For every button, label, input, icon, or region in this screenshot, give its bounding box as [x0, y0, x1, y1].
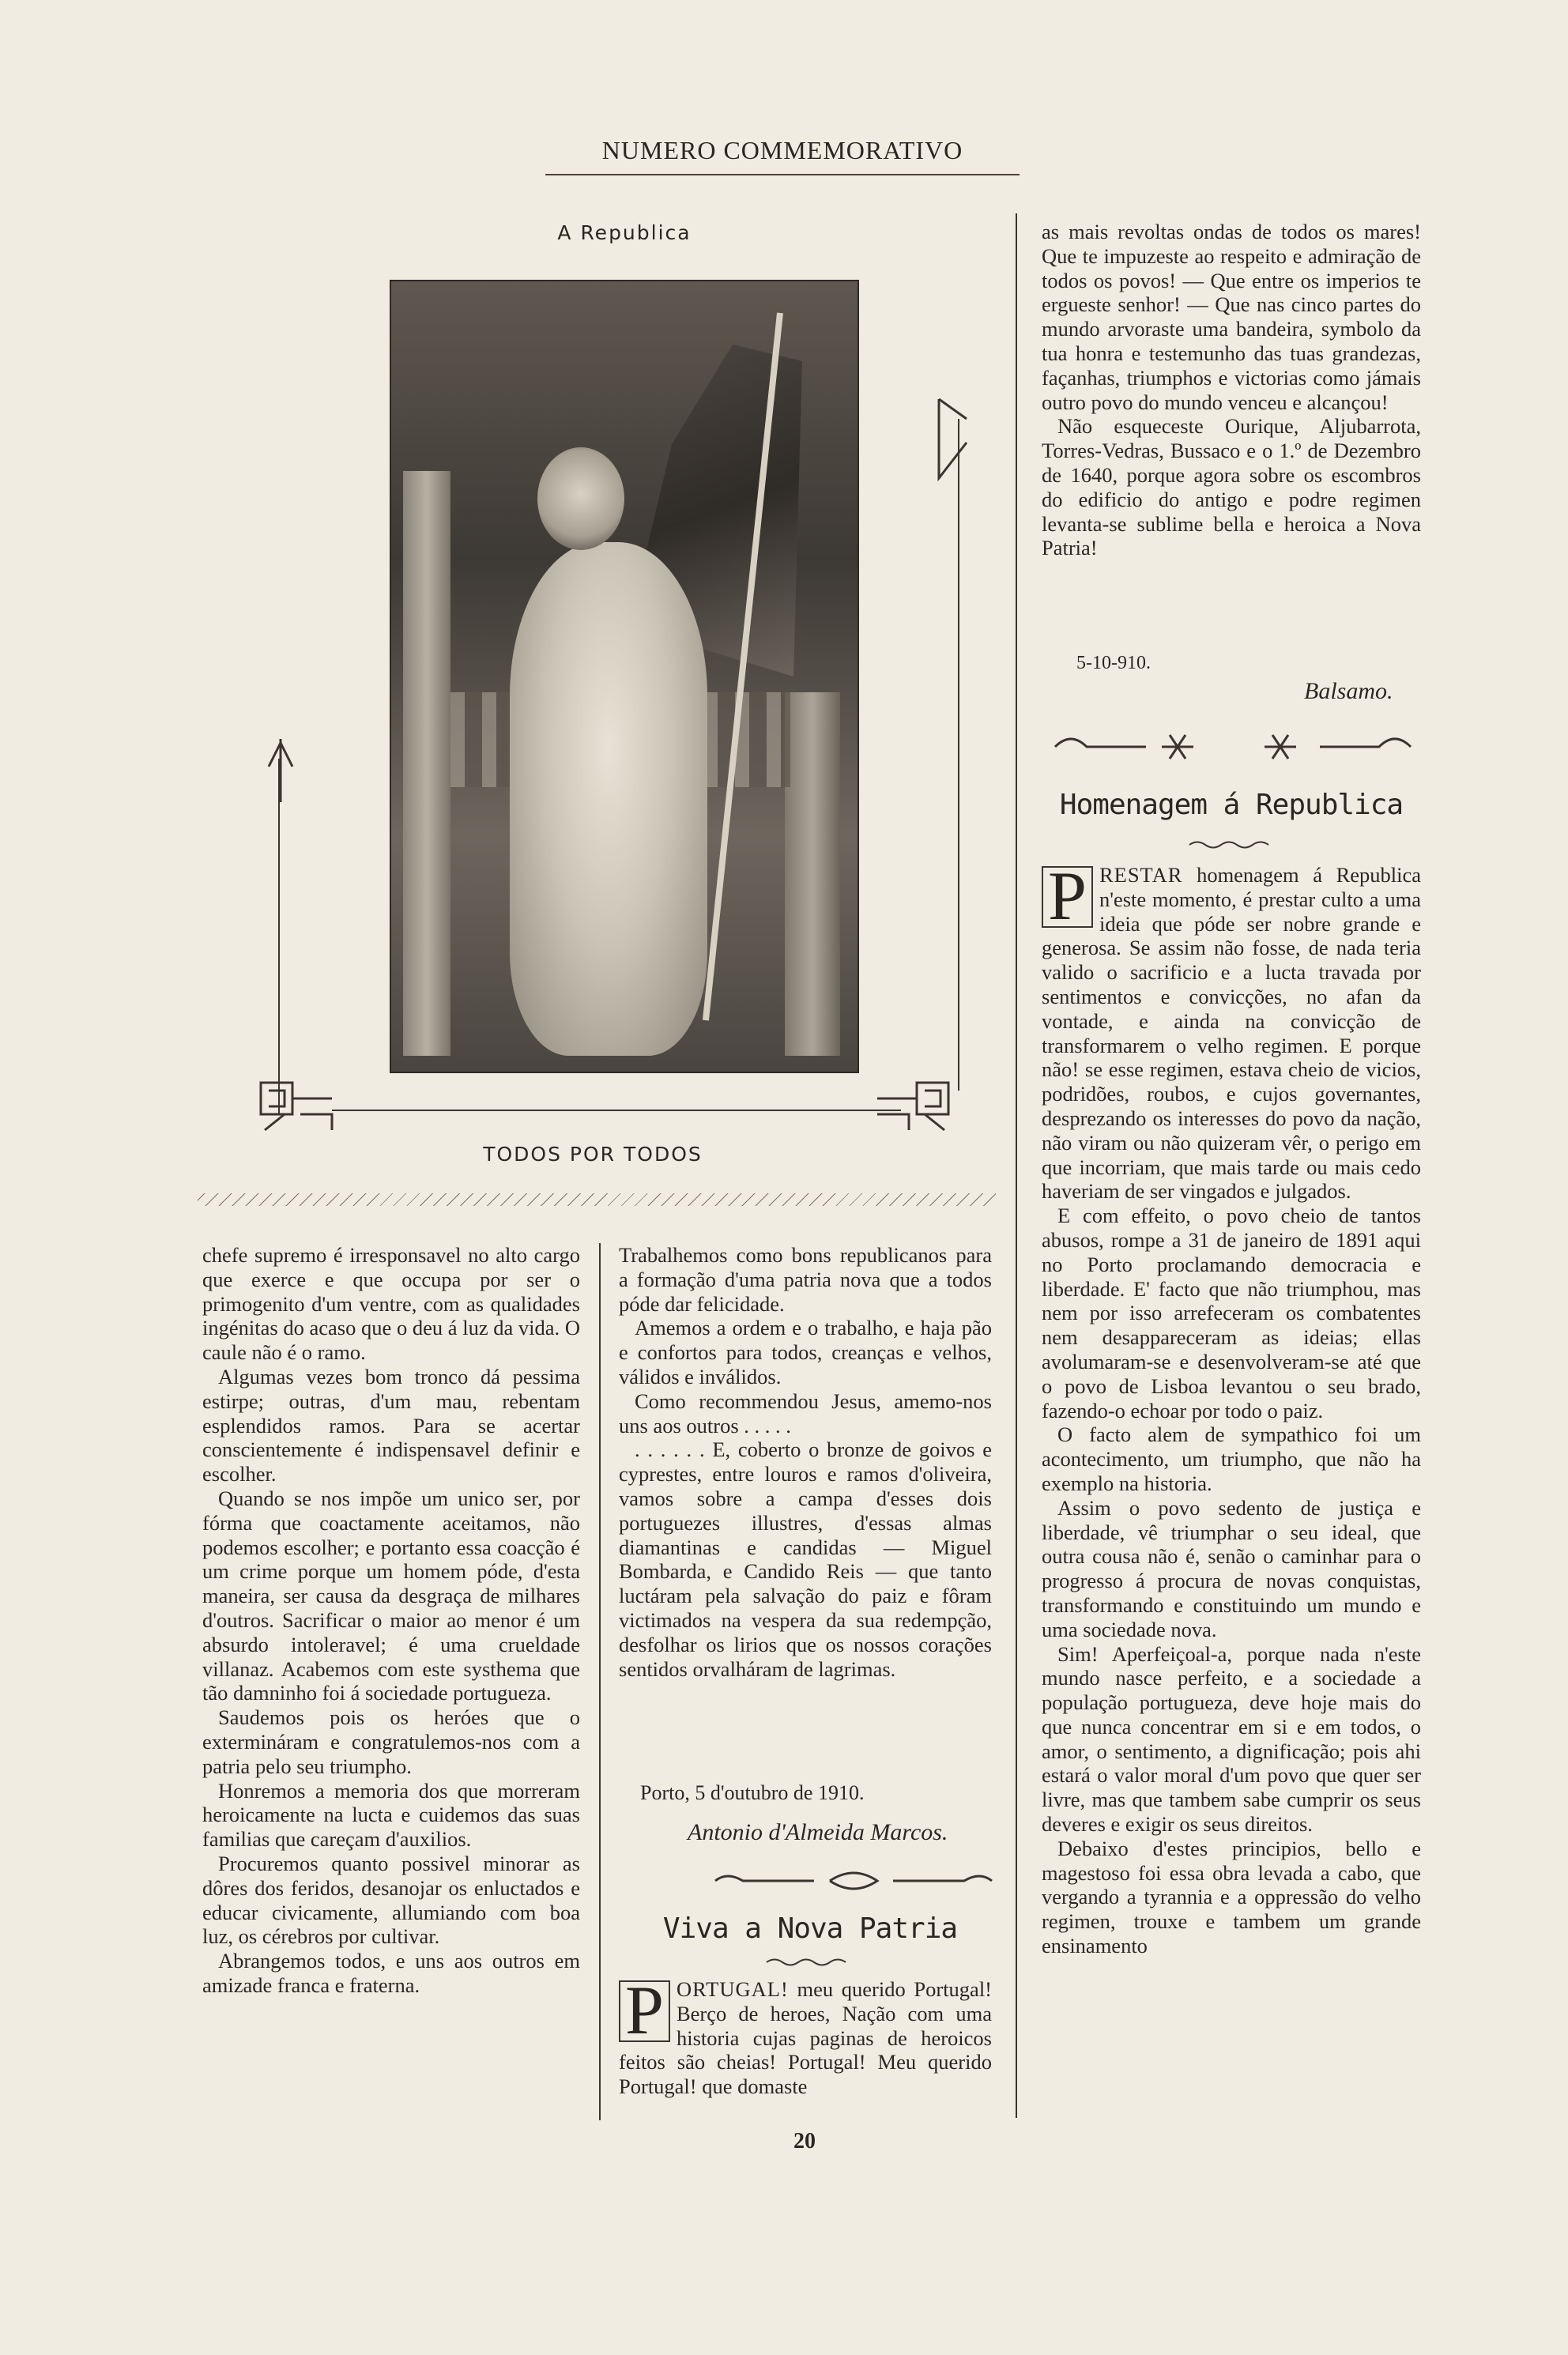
left-paragraph: chefe supremo é irresponsavel no alto cargo que exerce e que occupa por ser o primogenito d'um ventre, com as qualidades ingénitas do acaso que o deu á luz da vida. O caule não é o ramo.	[202, 1243, 580, 1365]
title-squiggle-homenagem	[1185, 839, 1280, 850]
left-column	[202, 1243, 580, 1998]
photo-column-right	[785, 692, 840, 1056]
photo-figure-dress	[510, 542, 707, 1056]
middle-column	[619, 1243, 992, 1681]
wavy-separator	[198, 1193, 996, 1206]
middle-paragraph: Como recommendou Jesus, amemo-nos uns aos outros . . . . .	[619, 1389, 992, 1437]
homenagem-drop-cap: P	[1042, 866, 1093, 928]
photo-caption-top: A Republica	[557, 221, 692, 244]
viva-opening-text: meu querido Portugal! Berço de heroes, Nação com uma historia cujas paginas de heroicos feitos são cheias! Portugal! Meu querido Portugal! que domaste	[619, 1977, 993, 2099]
frame-line-right	[958, 419, 959, 1091]
homenagem-opening-text: homenagem á Republica n'este momento, é prestar culto a uma ideia que póde ser nobre grande e generosa. Se assim não fosse, de nada teria valido o sacrificio e a lucta travada por sentimentos e convicções, no afan da vontade, e ainda na convicção de transformarem o velho regimen. E porque não! se esse regimen, estava cheio de vicios, podridões, roubos, e cujos governantes, desprezando os interesses do povo da nação, não viram ou não quizeram vêr, o perigo em que incorriam, que mais tarde ou mais cedo haveriam de ser vingados e julgados.	[1042, 863, 1422, 1204]
viva-lead-word: ORTUGAL!	[676, 1977, 789, 2001]
homenagem-lead-word: RESTAR	[1099, 863, 1183, 887]
middle-paragraph: Amemos a ordem e o trabalho, e haja pão e confortos para todos, creanças e velhos, válidos e inválidos.	[619, 1316, 992, 1389]
left-paragraph: Saudemos pois os heróes que o extermináram e congratulemos-nos com a patria pelo seu triumpho.	[202, 1705, 580, 1778]
ornament-divider-right	[1051, 727, 1415, 767]
middle-paragraph: Trabalhemos como bons republicanos para a formação d'uma patria nova que a todos póde dar felicidade.	[619, 1243, 992, 1316]
middle-date-line: Porto, 5 d'outubro de 1910.	[640, 1781, 865, 1804]
right-date-line: 5-10-910.	[1076, 653, 1151, 673]
viva-drop-cap: P	[619, 1980, 670, 2042]
photograph-republic-figure	[390, 280, 859, 1073]
left-paragraph: Algumas vezes bom tronco dá pessima estirpe; outras, d'um mau, rebentam esplendidos ramos. Para se acertar conscientemente é indispensavel definir e escolher.	[202, 1364, 580, 1486]
frame-corner-left	[253, 1059, 340, 1146]
homenagem-paragraph: O facto alem de sympathico foi um acontecimento, um triumpho, que não ha exemplo na historia.	[1042, 1422, 1421, 1495]
column-divider-right	[1016, 213, 1017, 2118]
photo-column-left	[403, 471, 450, 1056]
viva-body	[619, 1973, 993, 2099]
photo-caption-bottom: TODOS POR TODOS	[483, 1143, 703, 1166]
homenagem-paragraph: Assim o povo sedento de justiça e liberdade, vê triumphar o seu ideal, que outra cousa não é, senão o caminhar para o progresso á procura de novas conquistas, transformando e constituindo um mundo e uma sociedade nova.	[1042, 1495, 1421, 1641]
right-paragraph: as mais revoltas ondas de todos os mares! Que te impuzeste ao respeito e admiração de todos os povos! — Que entre os imperios te ergueste senhor! — Que nas cinco partes do mundo arvoraste uma bandeira, symbolo da tua honra e testemunho das tuas grandezas, façanhas, triumphos e victorias como jámais outro povo do mundo venceu e alcançou!	[1042, 220, 1421, 414]
page-number: 20	[793, 2129, 816, 2153]
photo-figure-head	[537, 447, 624, 550]
frame-flourish-left-top	[261, 735, 300, 806]
right-paragraph: Não esqueceste Ourique, Aljubarrota, Torres-Vedras, Bussaco e o 1.º de Dezembro de 1640, porque agora sobre os escombros do edificio do antigo e podre regimen levanta-se sublime bella e heroica a Nova Patria!	[1042, 414, 1421, 560]
ornament-divider-middle	[711, 1865, 996, 1897]
column-divider-left	[599, 1243, 601, 2120]
header-rule	[545, 174, 1020, 175]
left-paragraph: Quando se nos impõe um unico ser, por fórma que coactamente aceitamos, não podemos escolher; e portanto essa coacção é um crime porque um homem póde, d'esta maneira, ser causa da desgraça de milhares d'outros. Sacrificar o maior ao menor é um absurdo intoleravel; é uma crueldade villanaz. Acabemos com este systhema que tão damninho foi á sociedade portugueza.	[202, 1486, 580, 1705]
homenagem-paragraph: Debaixo d'estes principios, bello e magestoso foi essa obra levada a cabo, que vergando a tyrannia e a oppressão do velho regimen, trouxe e tambem um grande ensinamento	[1042, 1836, 1421, 1958]
title-squiggle-viva	[763, 1957, 858, 1968]
middle-paragraph: . . . . . . E, coberto o bronze de goivos e cyprestes, entre louros e ramos d'oliveira, vamos sobre a campa d'esses dois portuguezes illustres, d'essas almas diamantinas e candidas — Miguel Bombarda, e Candido Reis — que tanto luctáram pela salvação do paiz e fôram victimados na vespera da sua redempção, desfolhar os lirios que os nossos corações sentidos orvalháram de lagrimas.	[619, 1437, 992, 1681]
homenagem-body	[1042, 858, 1422, 1958]
section-title-viva: Viva a Nova Patria	[662, 1912, 958, 1945]
homenagem-paragraph: Sim! Aperfeiçoal-a, porque nada n'este mundo nasce perfeito, e a sociedade a população portugueza, deve hoje mais do que nunca concentrar em si e em todos, o amor, o sentimento, a dignificação; pois ahi estará o valor moral d'um povo que quer ser livre, mas que tambem sabe cumprir os seus deveres e exigir os seus direitos.	[1042, 1641, 1421, 1837]
frame-corner-right	[869, 1059, 956, 1146]
left-paragraph: Abrangemos todos, e uns aos outros em amizade franca e fraterna.	[202, 1949, 580, 1997]
left-paragraph: Procuremos quanto possivel minorar as dôres dos feridos, desanojar os enluctados e educar civicamente, allumiando com boa luz, os cérebros por cultivar.	[202, 1851, 580, 1949]
homenagem-paragraph	[1042, 858, 1422, 1204]
viva-paragraph	[619, 1973, 993, 2099]
page-header: NUMERO COMMEMORATIVO	[601, 136, 963, 164]
frame-flourish-right-top	[923, 395, 978, 482]
homenagem-paragraph: E com effeito, o povo cheio de tantos abusos, rompe a 31 de janeiro de 1891 aqui no Porto proclamando democracia e liberdade. E' facto que não triumphou, mas nem por isso arrefeceram os combatentes nem desappareceram as ideias; ellas avolumaram-se e desenvolveram-se até que o povo de Lisboa levantou o seu brado, fazendo-o echoar por todo o paiz.	[1042, 1204, 1421, 1422]
frame-line-bottom	[332, 1110, 901, 1111]
left-paragraph: Honremos a memoria dos que morreram heroicamente na lucta e cuidemos das suas familias que careçam d'auxilios.	[202, 1778, 580, 1852]
section-title-homenagem: Homenagem á Republica	[1059, 789, 1404, 821]
right-signature: Balsamo.	[1304, 678, 1393, 704]
middle-signature: Antonio d'Almeida Marcos.	[688, 1819, 948, 1845]
right-column-top	[1042, 220, 1421, 560]
